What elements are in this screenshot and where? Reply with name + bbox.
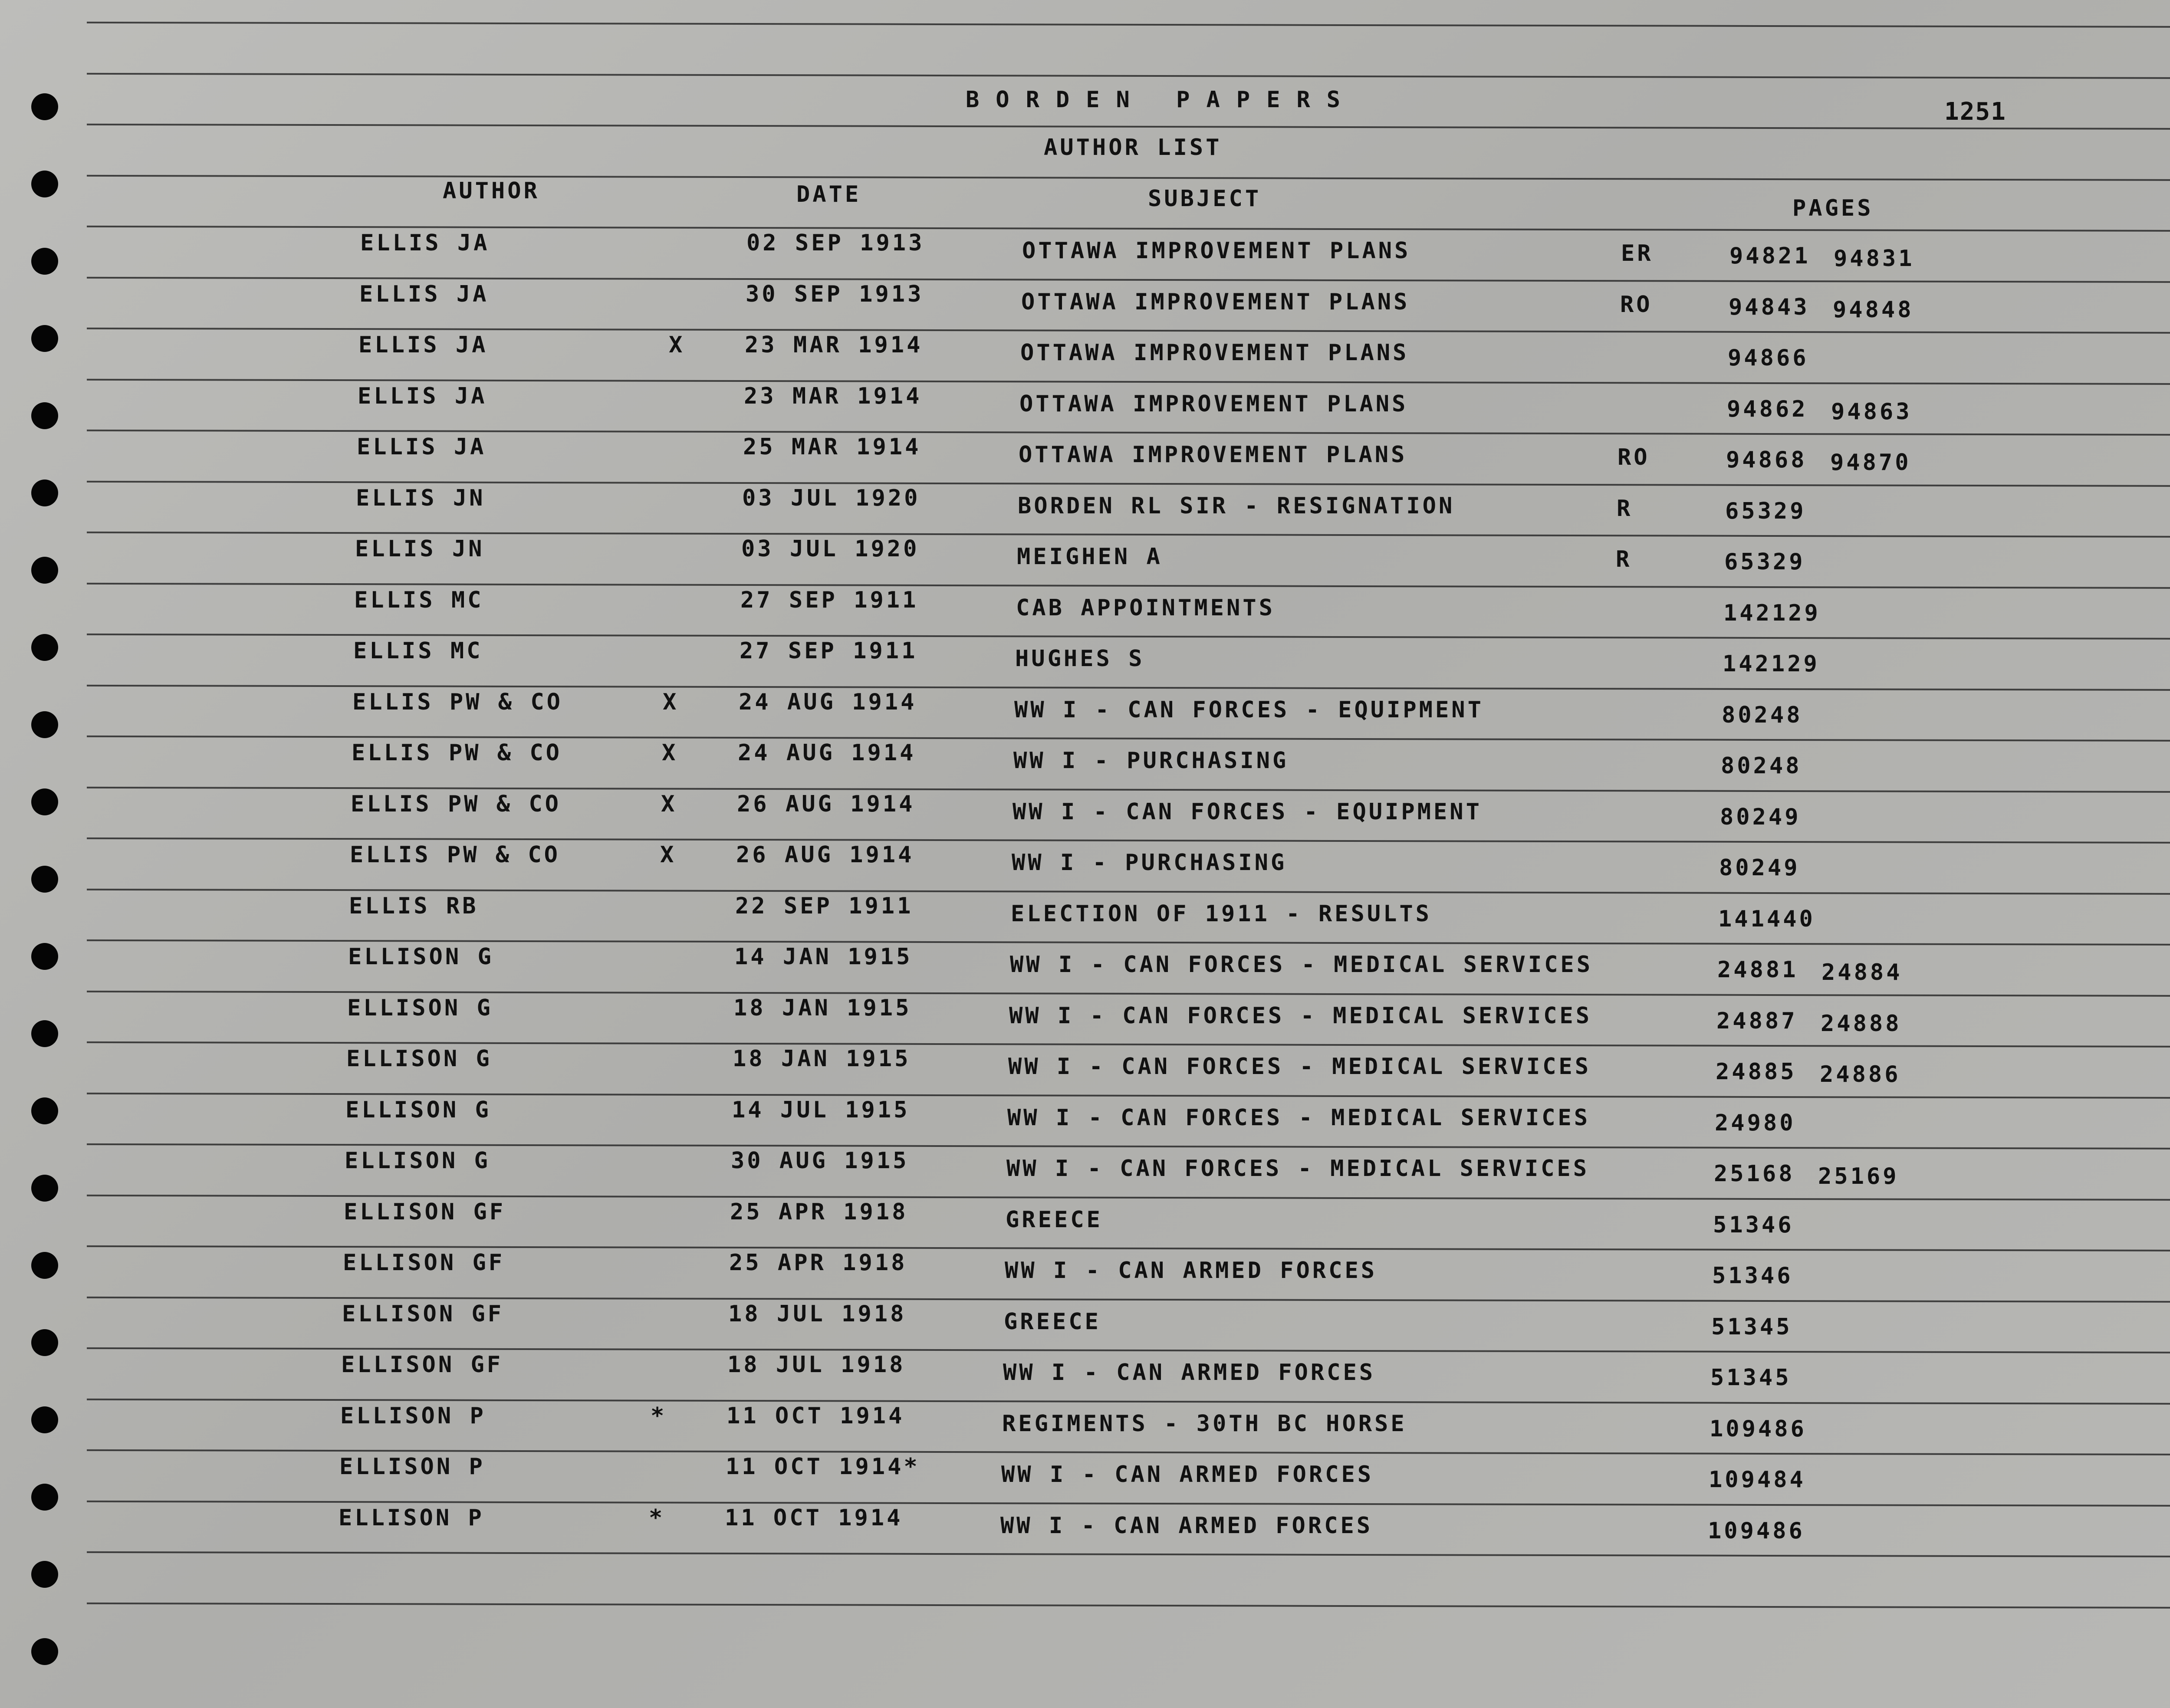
page-start-cell: 94821	[1729, 243, 1811, 269]
page-end-cell: 94848	[1833, 296, 1914, 323]
date-cell: 03 JUL 1920	[742, 485, 921, 511]
feed-hole	[31, 1329, 58, 1356]
subject-cell: WW I - CAN FORCES - EQUIPMENT	[1014, 696, 1484, 723]
page-start-cell: 24980	[1715, 1110, 1796, 1136]
date-cell: 02 SEP 1913	[746, 230, 925, 256]
subject-cell: GREECE	[1006, 1206, 1103, 1233]
feed-hole	[31, 1406, 58, 1433]
feed-hole	[31, 1638, 58, 1665]
ruled-line	[87, 1602, 2170, 1608]
subject-cell: OTTAWA IMPROVEMENT PLANS	[1019, 442, 1407, 468]
page-start-cell: 24885	[1716, 1059, 1797, 1085]
column-header-pages: PAGES	[1792, 195, 1874, 221]
page-start-cell: 51346	[1713, 1212, 1794, 1238]
date-cell: 23 MAR 1914	[744, 383, 922, 409]
author-cell: ELLISON P	[339, 1504, 484, 1531]
subject-cell: OTTAWA IMPROVEMENT PLANS	[1020, 340, 1409, 366]
date-cell: 14 JAN 1915	[734, 944, 913, 970]
author-cell: ELLISON G	[348, 944, 494, 970]
subject-cell: BORDEN RL SIR - RESIGNATION	[1018, 493, 1455, 519]
subject-cell: WW I - CAN ARMED FORCES	[1001, 1462, 1374, 1488]
feed-hole	[31, 171, 58, 197]
subject-cell: WW I - CAN FORCES - MEDICAL SERVICES	[1010, 952, 1593, 978]
page-start-cell: 94862	[1727, 396, 1808, 422]
page-start-cell: 142129	[1723, 600, 1821, 626]
page-end-cell: 24884	[1821, 959, 1903, 985]
code-cell: RO	[1618, 444, 1650, 470]
page-start-cell: 109486	[1710, 1416, 1807, 1442]
page-start-cell: 109484	[1709, 1467, 1806, 1493]
subject-cell: WW I - CAN FORCES - MEDICAL SERVICES	[1009, 1002, 1592, 1029]
date-cell: 30 SEP 1913	[746, 281, 924, 307]
feed-hole	[31, 711, 58, 738]
page-number: 1251	[1944, 98, 2006, 126]
page-end-cell: 24888	[1821, 1010, 1902, 1037]
page-end-cell: 94831	[1834, 246, 1915, 272]
subject-cell: GREECE	[1004, 1308, 1101, 1335]
feed-hole	[31, 943, 58, 970]
feed-hole	[31, 557, 58, 584]
feed-hole	[31, 480, 58, 506]
date-cell: 11 OCT 1914	[727, 1403, 905, 1429]
date-cell: 25 APR 1918	[729, 1250, 907, 1276]
author-cell: ELLIS PW & CO	[352, 689, 563, 715]
date-cell: 26 AUG 1914	[736, 842, 914, 868]
date-cell: 03 JUL 1920	[741, 536, 920, 562]
date-cell: 24 AUG 1914	[738, 740, 916, 766]
date-cell: 24 AUG 1914	[739, 689, 917, 715]
column-header-date: DATE	[796, 181, 861, 207]
subject-cell: OTTAWA IMPROVEMENT PLANS	[1019, 391, 1408, 417]
document-title: BORDEN PAPERS	[966, 87, 1357, 113]
mark-cell: *	[651, 1403, 667, 1429]
feed-hole	[31, 1020, 58, 1047]
page-start-cell: 80249	[1719, 855, 1800, 881]
date-cell: 18 JAN 1915	[733, 995, 912, 1021]
subject-cell: REGIMENTS - 30TH BC HORSE	[1002, 1410, 1407, 1437]
author-cell: ELLISON GF	[342, 1301, 504, 1327]
page-start-cell: 80248	[1722, 702, 1803, 728]
author-cell: ELLIS JA	[359, 281, 489, 307]
subject-cell: WW I - PURCHASING	[1012, 850, 1287, 876]
mark-cell: X	[663, 689, 679, 715]
page-start-cell: 24887	[1716, 1008, 1798, 1034]
author-cell: ELLISON P	[339, 1454, 485, 1480]
page-end-cell: 94870	[1830, 450, 1911, 476]
feed-hole	[31, 634, 58, 661]
code-cell: R	[1616, 546, 1632, 572]
author-cell: ELLISON G	[345, 1148, 490, 1174]
page-end-cell: 25169	[1818, 1163, 1899, 1189]
page-start-cell: 51346	[1712, 1263, 1793, 1289]
author-cell: ELLIS PW & CO	[351, 791, 561, 817]
subject-cell: CAB APPOINTMENTS	[1016, 595, 1275, 621]
feed-hole	[31, 866, 58, 893]
page-start-cell: 51345	[1710, 1365, 1792, 1391]
page-start-cell: 80249	[1720, 804, 1801, 830]
date-cell: 27 SEP 1911	[740, 638, 918, 664]
date-cell: 27 SEP 1911	[740, 587, 919, 613]
author-cell: ELLIS PW & CO	[350, 842, 560, 868]
page-end-cell: 94863	[1831, 398, 1912, 425]
date-cell: 30 AUG 1915	[731, 1148, 909, 1174]
subject-cell: WW I - CAN FORCES - MEDICAL SERVICES	[1008, 1054, 1591, 1080]
subject-cell: OTTAWA IMPROVEMENT PLANS	[1022, 238, 1411, 264]
ruled-line	[87, 1551, 2170, 1557]
page-start-cell: 65329	[1725, 498, 1806, 524]
author-cell: ELLIS JA	[357, 434, 487, 460]
date-cell: 25 MAR 1914	[743, 434, 921, 460]
page-start-cell: 65329	[1724, 549, 1805, 575]
subject-cell: WW I - CAN ARMED FORCES	[1000, 1512, 1373, 1539]
author-cell: ELLISON G	[346, 1046, 492, 1072]
date-cell: 22 SEP 1911	[735, 893, 914, 919]
author-cell: ELLIS MC	[354, 587, 484, 613]
list-subtitle: AUTHOR LIST	[1044, 135, 1222, 161]
feed-hole	[31, 1484, 58, 1511]
feed-hole	[31, 402, 58, 429]
author-cell: ELLISON P	[340, 1403, 486, 1429]
feed-hole	[31, 788, 58, 815]
author-cell: ELLIS JA	[360, 230, 490, 256]
feed-hole	[31, 325, 58, 352]
author-cell: ELLIS JN	[356, 485, 486, 511]
author-cell: ELLISON G	[345, 1097, 491, 1123]
feed-hole	[31, 1097, 58, 1124]
column-header-subject: SUBJECT	[1148, 186, 1262, 212]
feed-hole	[31, 1561, 58, 1588]
feed-hole	[31, 1252, 58, 1279]
author-cell: ELLIS JN	[355, 536, 485, 562]
ruled-line	[87, 72, 2170, 79]
date-cell: 25 APR 1918	[730, 1199, 908, 1225]
feed-hole	[31, 248, 58, 275]
date-cell: 11 OCT 1914*	[726, 1454, 920, 1480]
date-cell: 18 JAN 1915	[733, 1046, 911, 1072]
mark-cell: X	[662, 740, 678, 766]
subject-cell: WW I - CAN FORCES - MEDICAL SERVICES	[1007, 1104, 1591, 1131]
author-cell: ELLIS PW & CO	[352, 740, 562, 766]
page-start-cell: 141440	[1718, 906, 1815, 932]
subject-cell: ELECTION OF 1911 - RESULTS	[1011, 900, 1432, 927]
code-cell: R	[1617, 495, 1633, 522]
date-cell: 23 MAR 1914	[745, 332, 923, 358]
ruled-line	[87, 124, 2170, 130]
page-end-cell: 24886	[1820, 1061, 1901, 1087]
author-cell: ELLIS MC	[353, 638, 483, 664]
date-cell: 18 JUL 1918	[727, 1352, 906, 1378]
ruled-line	[87, 174, 2170, 181]
subject-cell: MEIGHEN A	[1017, 544, 1163, 570]
author-cell: ELLIS JA	[358, 383, 487, 409]
code-cell: ER	[1621, 240, 1654, 266]
date-cell: 11 OCT 1914	[725, 1504, 903, 1531]
page-start-cell: 94843	[1729, 294, 1810, 320]
page-start-cell: 25168	[1714, 1161, 1795, 1187]
page-start-cell: 94868	[1726, 447, 1807, 473]
page-start-cell: 51345	[1711, 1314, 1792, 1340]
feed-hole	[31, 93, 58, 120]
page-start-cell: 109486	[1708, 1517, 1805, 1544]
author-cell: ELLISON G	[347, 995, 493, 1021]
date-cell: 26 AUG 1914	[737, 791, 915, 817]
subject-cell: OTTAWA IMPROVEMENT PLANS	[1021, 289, 1410, 315]
author-cell: ELLISON GF	[343, 1250, 505, 1276]
subject-cell: WW I - CAN ARMED FORCES	[1005, 1258, 1378, 1284]
code-cell: RO	[1620, 291, 1653, 318]
subject-cell: HUGHES S	[1015, 646, 1145, 672]
feed-hole	[31, 1175, 58, 1202]
subject-cell: WW I - CAN ARMED FORCES	[1003, 1360, 1376, 1386]
page-start-cell: 80248	[1721, 753, 1802, 779]
mark-cell: X	[669, 332, 685, 358]
subject-cell: WW I - PURCHASING	[1013, 748, 1289, 774]
author-cell: ELLISON GF	[344, 1199, 506, 1225]
column-header-author: AUTHOR	[443, 178, 540, 204]
author-cell: ELLISON GF	[341, 1352, 503, 1378]
page-start-cell: 94866	[1728, 345, 1809, 371]
page-start-cell: 24881	[1717, 957, 1798, 983]
page-start-cell: 142129	[1723, 651, 1820, 677]
subject-cell: WW I - CAN FORCES - MEDICAL SERVICES	[1006, 1156, 1590, 1182]
date-cell: 18 JUL 1918	[728, 1301, 907, 1327]
author-cell: ELLIS JA	[358, 332, 488, 358]
date-cell: 14 JUL 1915	[732, 1097, 910, 1123]
mark-cell: X	[661, 791, 677, 817]
mark-cell: X	[660, 842, 677, 868]
ruled-line	[87, 22, 2170, 28]
author-cell: ELLIS RB	[349, 893, 479, 919]
mark-cell: *	[649, 1504, 665, 1531]
subject-cell: WW I - CAN FORCES - EQUIPMENT	[1013, 798, 1482, 825]
